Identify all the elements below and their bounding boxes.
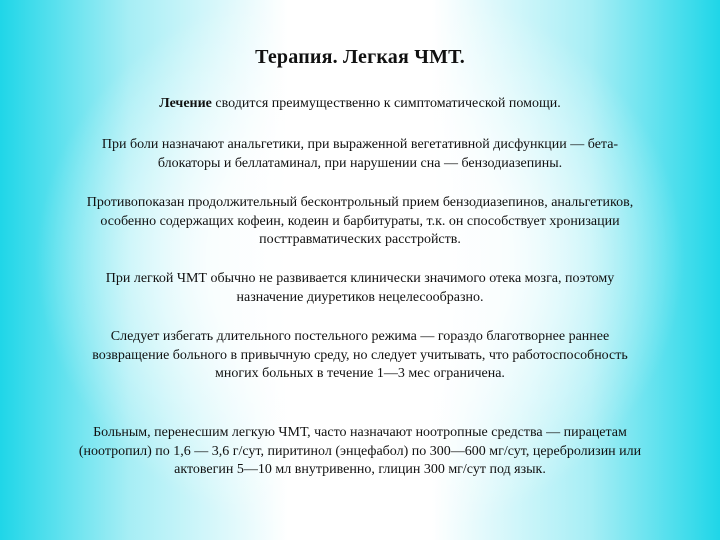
paragraph-line: При боли назначают анальгетики, при выраженной вегетативной дисфункции — бета- <box>101 137 619 152</box>
paragraph-lead-word: Лечение <box>159 96 212 111</box>
paragraph-line: При легкой ЧМТ обычно не развивается клинически значимого отека мозга, поэтому <box>105 271 615 286</box>
paragraph-brain-edema <box>24 270 696 307</box>
paragraph-pain-treatment <box>24 136 696 173</box>
paragraph-line: назначение диуретиков нецелесообразно. <box>236 289 484 305</box>
paragraph-line: посттравматических расстройств. <box>259 232 461 247</box>
paragraph-line: особенно содержащих кофеин, кодеин и барбитураты, т.к. он способствует хронизации <box>100 213 620 229</box>
paragraph-contraindications <box>24 194 696 250</box>
paragraph-line: (ноотропил) по 1,6 — 3,6 г/сут, пиритинол (энцефабол) по 300—600 мг/сут, церебролизин или <box>78 443 642 459</box>
slide-title: Терапия. Легкая ЧМТ. <box>255 46 465 68</box>
paragraph-line: многих больных в течение 1—3 мес ограничена. <box>215 366 505 381</box>
paragraph-treatment-summary <box>24 95 696 114</box>
paragraph-bed-rest <box>24 328 696 384</box>
paragraph-nootropics <box>14 424 706 480</box>
paragraph-text: сводится преимущественно к симптоматической помощи. <box>211 96 561 111</box>
paragraph-line: блокаторы и беллатаминал, при нарушении сна — бензодиазепины. <box>157 155 563 171</box>
paragraph-line: Следует избегать длительного постельного режима — гораздо благотворнее раннее <box>110 329 610 344</box>
paragraph-line: актовегин 5—10 мл внутривенно, глицин 300 мг/сут под язык. <box>174 462 546 477</box>
paragraph-line: возвращение больного в привычную среду, но следует учитывать, что работоспособность <box>92 347 628 363</box>
paragraph-line: Противопоказан продолжительный бесконтрольный прием бензодиазепинов, анальгетиков, <box>86 195 634 210</box>
paragraph-line: Больным, перенесшим легкую ЧМТ, часто назначают ноотропные средства — пирацетам <box>93 425 627 440</box>
